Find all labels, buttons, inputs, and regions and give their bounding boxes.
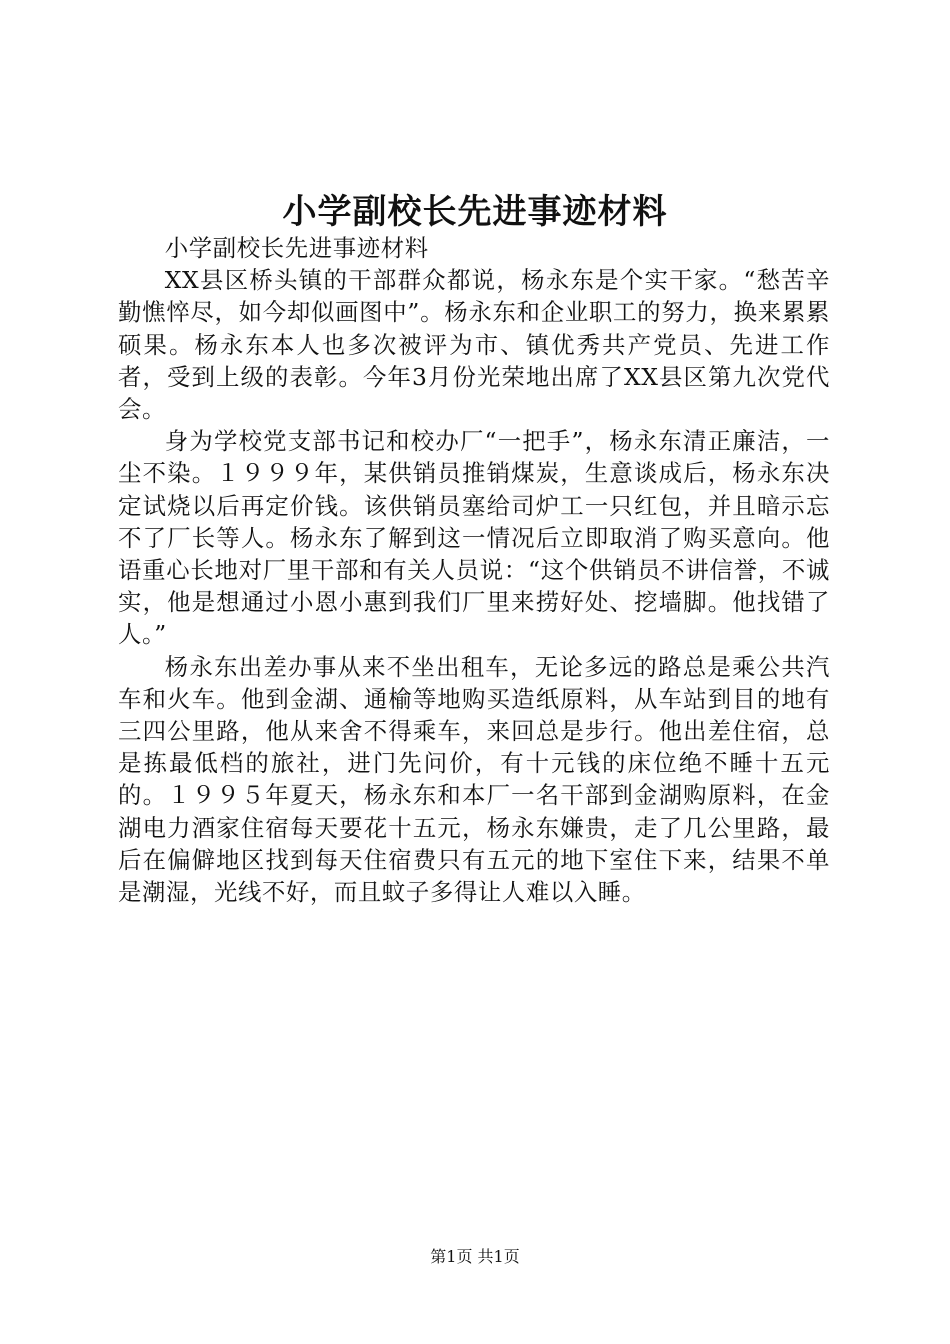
paragraph: 身为学校党支部书记和校办厂“一把手”，杨永东清正廉洁，一尘不染。１９９９年，某供销员推销煤炭，生意谈成后，杨永东决定试烧以后再定价钱。该供销员塞给司炉工一只红包，并且暗示忘不了厂长等人。杨永东了解到这一情况后立即取消了购买意向。他语重心长地对厂里干部和有关人员说：“这个供销员不讲信誉，不诚实，他是想通过小恩小惠到我们厂里来捞好处、挖墙脚。他找错了人。” [118, 427, 830, 649]
paragraph: 杨永东出差办事从来不坐出租车，无论多远的路总是乘公共汽车和火车。他到金湖、通榆等地购买造纸原料，从车站到目的地有三四公里路，他从来舍不得乘车，来回总是步行。他出差住宿，总是拣最低档的旅社，进门先问价，有十元钱的床位绝不睡十五元的。１９９５年夏天，杨永东和本厂一名干部到金湖购原料，在金湖电力酒家住宿每天要花十五元，杨永东嫌贵，走了几公里路，最后在偏僻地区找到每天住宿费只有五元的地下室住下来，结果不单是潮湿，光线不好，而且蚊子多得让人难以入睡。 [118, 652, 830, 907]
document-subtitle: 小学副校长先进事迹材料 [164, 234, 429, 262]
paragraph: XX县区桥头镇的干部群众都说，杨永东是个实干家。“愁苦辛勤憔悴尽，如今却似画图中”。杨永东和企业职工的努力，换来累累硕果。杨永东本人也多次被评为市、镇优秀共产党员、先进工作者，受到上级的表彰。今年3月份光荣地出席了XX县区第九次党代会。 [118, 266, 830, 424]
document-body [118, 232, 830, 908]
document-title: 小学副校长先进事迹材料 [282, 192, 668, 232]
page-number-footer: 第1页 共1页 [430, 1247, 520, 1266]
